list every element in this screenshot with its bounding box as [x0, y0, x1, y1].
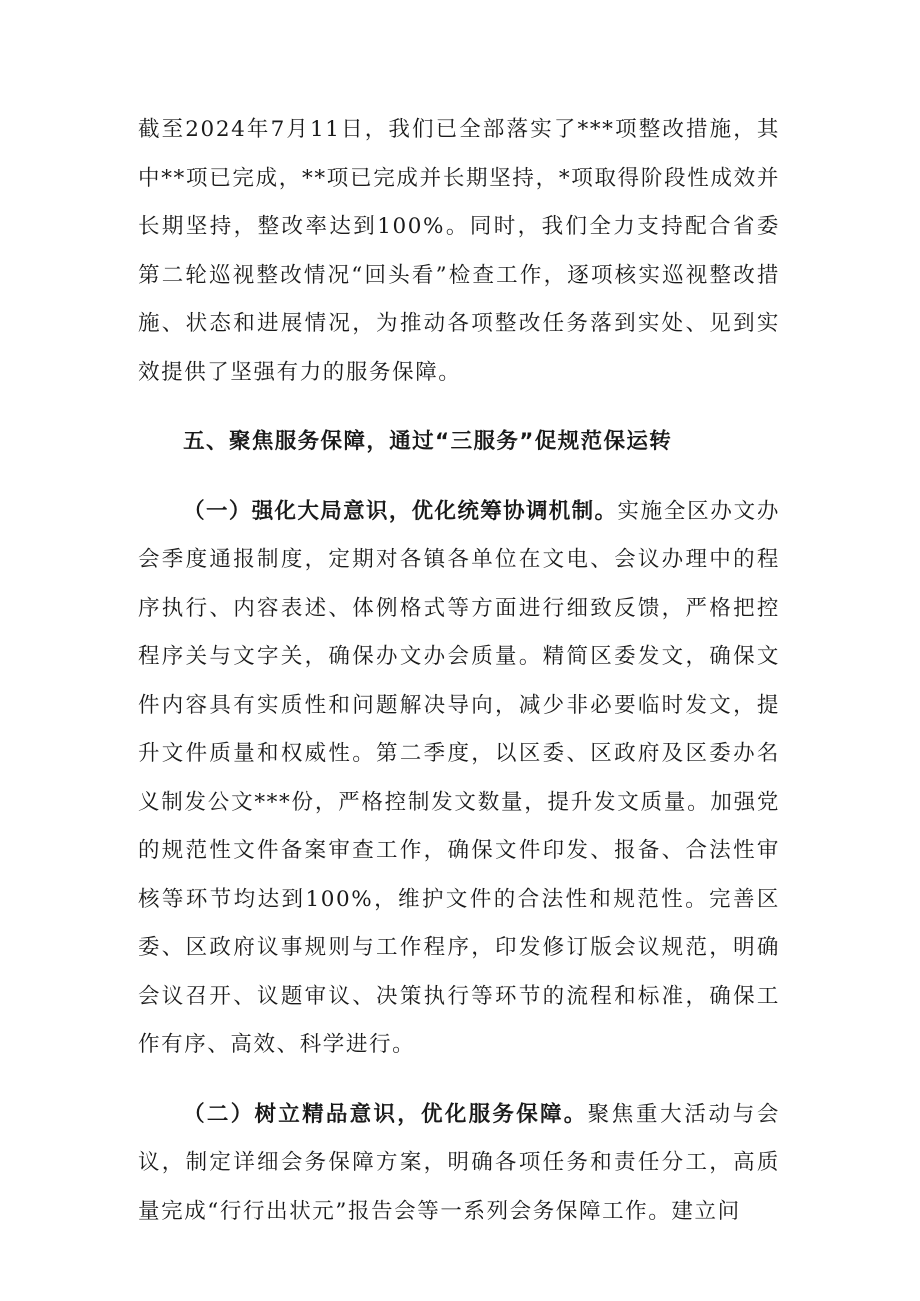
- paragraph-spacer: [138, 1070, 780, 1091]
- paragraph-subsection-1: [138, 488, 780, 1070]
- section-heading: 五、聚焦服务保障，通过“三服务”促规范保运转: [183, 429, 673, 454]
- paragraph-subsection-2: [138, 1091, 780, 1237]
- subsection-2-title: （二）树立精品意识，优化服务保障。: [183, 1101, 588, 1127]
- subsection-1-title: （一）强化大局意识，优化统筹协调机制。: [183, 498, 618, 524]
- document-page: [138, 106, 780, 1236]
- paragraph-rectification-summary: 截至2024年7月11日，我们已全部落实了***项整改措施，其中**项已完成，**项已完成并长期坚持，*项取得阶段性成效并长期坚持，整改率达到100%。同时，我们全力支持配合省委第二轮巡视整改情况“回头看”检查工作，逐项核实巡视整改措施、状态和进展情况，为推动各项整改任务落到实处、见到实效提供了坚强有力的服务保障。: [138, 117, 780, 385]
- subsection-2-body: 聚焦重大活动与会议，制定详细会务保障方案，明确各项任务和责任分工，高质量完成“行行出状元”报告会等一系列会务保障工作。建立问: [138, 1101, 780, 1224]
- subsection-1-body: 实施全区办文办会季度通报制度，定期对各镇各单位在文电、会议办理中的程序执行、内容表述、体例格式等方面进行细致反馈，严格把控程序关与文字关，确保办文办会质量。精简区委发文，确保文件内容具有实质性和问题解决导向，减少非必要临时发文，提升文件质量和权威性。第二季度，以区委、区政府及区委办名义制发公文***份，严格控制发文数量，提升发文质量。加强党的规范性文件备案审查工作，确保文件印发、报备、合法性审核等环节均达到100%，维护文件的合法性和规范性。完善区委、区政府议事规则与工作程序，印发修订版会议规范，明确会议召开、议题审议、决策执行等环节的流程和标准，确保工作有序、高效、科学进行。: [138, 498, 780, 1057]
